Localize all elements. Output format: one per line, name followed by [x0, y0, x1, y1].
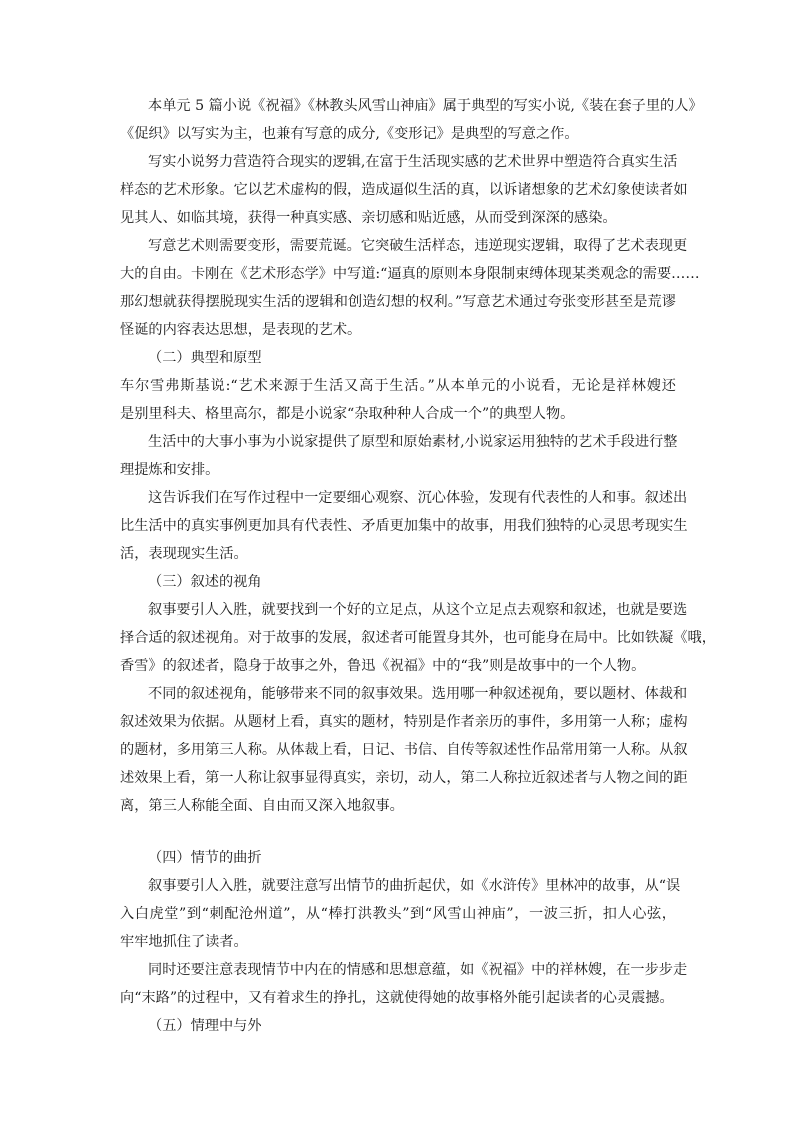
paragraph-perspective-intro [120, 596, 716, 680]
text-line: 车尔雪弗斯基说:“艺术来源于生活又高于生活。”从本单元的小说看，无论是祥林嫂还 [120, 378, 676, 394]
text-line: 香雪》的叙述者，隐身于故事之外，鲁迅《祝福》中的“我”则是故事中的一个人物。 [120, 658, 646, 674]
paragraph-realist-fiction [120, 148, 688, 232]
blank-gap [120, 820, 676, 844]
paragraph-plot-emotion [120, 956, 688, 1012]
text-line: 的题材，多用第三人称。从体裁上看，日记、书信、自传等叙述性作品常用第一人称。从叙 [120, 742, 688, 758]
text-line: 离，第三人称能全面、自由而又深入地叙事。 [120, 798, 404, 814]
text-line: 述效果上看，第一人称让叙事显得真实，亲切，动人，第二人称拉近叙述者与人物之间的距 [120, 770, 688, 786]
text-line: 生活中的大事小事为小说家提供了原型和原始素材,小说家运用独特的艺术手段进行整 [148, 434, 678, 450]
text-line: 《促织》以写实为主，也兼有写意的成分,《变形记》是典型的写意之作。 [120, 126, 579, 142]
paragraph-prototype-material [120, 428, 676, 484]
text-line: 是别里科夫、格里高尔，都是小说家“杂取种种人合成一个”的典型人物。 [120, 406, 575, 422]
text-line: 不同的叙述视角，能够带来不同的叙事效果。选用哪一种叙述视角，要以题材、体裁和 [148, 686, 688, 702]
text-line: 本单元 5 篇小说《祝福》《林教头风雪山神庙》属于典型的写实小说,《装在套子里的人》 [148, 98, 703, 114]
text-line: 那幻想就获得摆脱现实生活的逻辑和创造幻想的权利。”写意艺术通过夸张变形甚至是荒谬 [120, 294, 676, 310]
paragraph-unit-overview [120, 92, 703, 148]
text-line: 写实小说努力营造符合现实的逻辑,在富于生活现实感的艺术世界中塑造符合真实生活 [148, 154, 678, 170]
paragraph-typical-characters [120, 372, 676, 428]
paragraph-perspective-effects [120, 680, 688, 820]
section-heading-narrative-perspective: （三）叙述的视角 [148, 574, 262, 590]
text-line: 择合适的叙述视角。对于故事的发展，叙述者可能置身其外，也可能身在局中。比如铁凝《哦， [120, 630, 716, 646]
section-heading-plot-twists: （四）情节的曲折 [148, 850, 262, 866]
text-line: 牢牢地抓住了读者。 [120, 934, 248, 950]
section-heading-reason-and-beyond: （五）情理中与外 [148, 1018, 262, 1034]
text-line: 叙述效果为依据。从题材上看，真实的题材，特别是作者亲历的事件，多用第一人称；虚构 [120, 714, 688, 730]
text-line: 比生活中的真实事例更加具有代表性、矛盾更加集中的故事，用我们独特的心灵思考现实生 [120, 518, 688, 534]
text-line: 见其人、如临其境，获得一种真实感、亲切感和贴近感，从而受到深深的感染。 [120, 210, 617, 226]
document-page [120, 92, 716, 1040]
text-line: 活，表现现实生活。 [120, 546, 248, 562]
text-line: 叙事要引人入胜，就要注意写出情节的曲折起伏，如《水浒传》里林冲的故事，从“误 [148, 878, 681, 894]
text-line: 大的自由。卡刚在《艺术形态学》中写道:“逼真的原则本身限制束缚体现某类观念的需要…… [120, 266, 700, 282]
text-line: 样态的艺术形象。它以艺术虚构的假，造成逼似生活的真，以诉诸想象的艺术幻象使读者如 [120, 182, 688, 198]
text-line: 怪诞的内容表达思想，是表现的艺术。 [120, 322, 362, 338]
paragraph-observation [120, 484, 688, 568]
paragraph-expressive-art [120, 232, 700, 344]
text-line: 向“末路”的过程中，又有着求生的挣扎，这就使得她的故事格外能引起读者的心灵震撼。 [120, 990, 674, 1006]
text-line: 写意艺术则需要变形，需要荒诞。它突破生活样态，违逆现实逻辑，取得了艺术表现更 [148, 238, 688, 254]
text-line: 同时还要注意表现情节中内在的情感和思想意蕴，如《祝福》中的祥林嫂，在一步步走 [148, 962, 688, 978]
paragraph-plot-example [120, 872, 681, 956]
section-heading-typical-prototype: （二）典型和原型 [148, 350, 262, 366]
text-line: 叙事要引人入胜，就要找到一个好的立足点，从这个立足点去观察和叙述，也就是要选 [148, 602, 688, 618]
text-line: 这告诉我们在写作过程中一定要细心观察、沉心体验，发现有代表性的人和事。叙述出 [148, 490, 688, 506]
text-line: 理提炼和安排。 [120, 462, 220, 478]
text-line: 入白虎堂”到“刺配沧州道”，从“棒打洪教头”到“风雪山神庙”，一波三折，扣人心弦， [120, 906, 676, 922]
